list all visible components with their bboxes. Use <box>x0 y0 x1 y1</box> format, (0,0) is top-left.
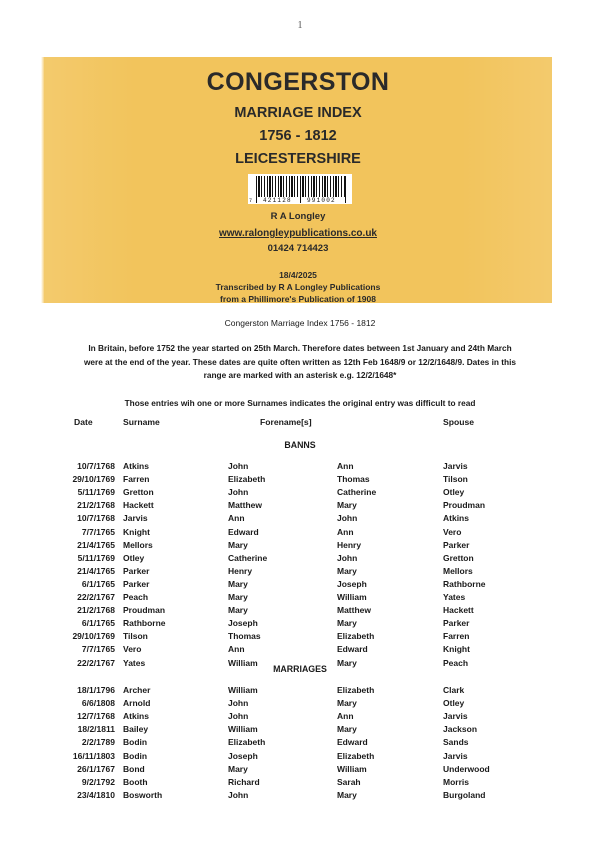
row-surname: Hackett <box>123 500 154 511</box>
row-spouse-surname: Parker <box>443 618 470 629</box>
row-partner-forename: William <box>337 763 367 774</box>
row-spouse-surname: Morris <box>443 776 469 787</box>
row-date: 21/4/1765 <box>77 565 115 576</box>
row-surname: Atkins <box>123 461 149 471</box>
row-date: 29/10/1769 <box>72 631 115 642</box>
publisher-name: R A Longley <box>270 211 326 222</box>
column-header-spouse: Spouse <box>443 417 475 427</box>
transcription-author: Transcribed by R A Longley Publications <box>215 282 381 292</box>
row-partner-forename: Edward <box>337 644 368 655</box>
row-date: 5/11/1769 <box>77 552 115 563</box>
row-partner-forename: Mary <box>337 500 357 511</box>
row-date: 7/7/1765 <box>81 526 115 537</box>
table-row <box>0 487 600 500</box>
row-spouse-surname: Sands <box>443 737 469 748</box>
row-partner-forename: John <box>337 552 358 563</box>
row-surname: Parker <box>123 565 150 576</box>
barcode-guard-middle <box>300 176 301 203</box>
row-partner-forename: William <box>337 592 367 602</box>
table-row <box>0 644 600 657</box>
row-surname: Parker <box>123 578 150 589</box>
row-date: 21/2/1768 <box>77 500 115 511</box>
publisher-website-link[interactable]: www.ralongleypublications.co.uk <box>219 228 377 239</box>
row-forename: John <box>228 461 249 471</box>
row-surname: Rathborne <box>123 618 166 629</box>
row-surname: Archer <box>123 685 151 695</box>
row-spouse-surname: Burgoland <box>443 789 486 800</box>
row-forename: Joseph <box>228 750 258 761</box>
table-row <box>0 724 600 737</box>
table-row <box>0 698 600 711</box>
row-partner-forename: Catherine <box>337 487 377 498</box>
row-spouse-surname: Jarvis <box>443 711 468 722</box>
transcription-source: from a Phillimore's Publication of 1908 <box>219 294 376 304</box>
row-date: 6/1/1765 <box>81 578 115 589</box>
row-surname: Bodin <box>123 737 148 748</box>
row-spouse-surname: Underwood <box>443 763 490 774</box>
row-spouse-surname: Jarvis <box>443 461 468 471</box>
row-surname: Farren <box>123 474 150 485</box>
table-row <box>0 764 600 777</box>
table-row <box>0 592 600 605</box>
row-spouse-surname: Vero <box>443 526 462 537</box>
row-spouse-surname: Farren <box>443 631 470 642</box>
table-row <box>0 711 600 724</box>
row-partner-forename: Sarah <box>337 776 361 787</box>
row-forename: Joseph <box>228 618 258 629</box>
row-forename: Edward <box>228 526 259 537</box>
row-forename: Mary <box>228 605 248 616</box>
row-spouse-surname: Atkins <box>443 513 469 524</box>
row-surname: Mellors <box>123 539 153 550</box>
barcode <box>248 174 352 204</box>
table-row <box>0 513 600 526</box>
row-date: 18/1/1796 <box>77 685 115 695</box>
barcode-lead-digit: 7 <box>249 198 253 204</box>
barcode-guard-right <box>345 176 346 203</box>
row-forename: Mary <box>228 763 248 774</box>
row-partner-forename: Mary <box>337 618 357 629</box>
row-date: 6/1/1765 <box>81 618 115 629</box>
row-partner-forename: Mary <box>337 724 357 735</box>
row-forename: Thomas <box>228 631 261 642</box>
row-forename: Ann <box>228 513 245 524</box>
table-row <box>0 790 600 803</box>
table-row <box>0 474 600 487</box>
row-surname: Booth <box>123 776 148 787</box>
row-forename: John <box>228 698 249 709</box>
table-row <box>0 618 600 631</box>
table-row <box>0 540 600 553</box>
row-partner-forename: Edward <box>337 737 368 748</box>
table-row <box>0 527 600 540</box>
cover-banner <box>44 57 552 303</box>
row-forename: Henry <box>228 565 253 576</box>
table-row <box>0 777 600 790</box>
row-forename: Catherine <box>228 552 268 563</box>
row-date: 12/7/1768 <box>77 711 115 722</box>
barcode-guard-left <box>256 176 257 203</box>
row-partner-forename: Henry <box>337 539 362 550</box>
row-partner-forename: Elizabeth <box>337 631 375 642</box>
row-partner-forename: Ann <box>337 711 354 722</box>
row-surname: Yates <box>123 657 146 668</box>
row-spouse-surname: Hackett <box>443 605 474 616</box>
row-surname: Arnold <box>123 698 151 709</box>
row-partner-forename: Mary <box>337 698 357 709</box>
row-forename: Matthew <box>228 500 262 511</box>
row-date: 18/2/1811 <box>77 724 115 735</box>
row-surname: Knight <box>123 526 150 537</box>
row-surname: Bailey <box>123 724 149 735</box>
table-row <box>0 579 600 592</box>
row-surname: Proudman <box>123 605 166 616</box>
row-forename: William <box>228 724 258 735</box>
cover-subtitle-years: 1756 - 1812 <box>259 128 337 144</box>
row-forename: Elizabeth <box>228 474 266 485</box>
row-spouse-surname: Gretton <box>443 552 474 563</box>
row-forename: John <box>228 711 249 722</box>
row-forename: Mary <box>228 539 248 550</box>
row-surname: Bosworth <box>123 789 163 800</box>
row-forename: Richard <box>228 776 260 787</box>
page-number: 1 <box>297 20 303 31</box>
row-surname: Bodin <box>123 750 148 761</box>
table-row <box>0 685 600 698</box>
column-header-forenames: Forename[s] <box>260 417 312 427</box>
row-partner-forename: Elizabeth <box>337 750 375 761</box>
section-header-marriages: MARRIAGES <box>273 664 327 674</box>
row-date: 21/4/1765 <box>77 539 115 550</box>
row-spouse-surname: Otley <box>443 698 465 709</box>
row-spouse-surname: Tilson <box>443 474 468 485</box>
row-partner-forename: Mary <box>337 657 357 668</box>
row-partner-forename: Mary <box>337 789 357 800</box>
row-partner-forename: Mary <box>337 565 357 576</box>
cover-subtitle-county: LEICESTERSHIRE <box>235 151 361 167</box>
column-header-date: Date <box>74 417 93 427</box>
cover-subtitle-index: MARRIAGE INDEX <box>234 105 362 121</box>
barcode-group-right: 991002 <box>307 197 336 204</box>
row-surname: Bond <box>123 763 145 774</box>
surname-legibility-note: Those entries wih one or more Surnames indicates the original entry was difficult to read <box>124 398 476 408</box>
table-row <box>0 461 600 474</box>
row-partner-forename: Ann <box>337 526 354 537</box>
column-header-surname: Surname <box>123 417 160 427</box>
row-spouse-surname: Otley <box>443 487 465 498</box>
row-date: 22/2/1767 <box>77 657 115 668</box>
row-partner-forename: John <box>337 513 358 524</box>
row-date: 10/7/1768 <box>77 513 115 524</box>
row-spouse-surname: Proudman <box>443 500 486 511</box>
row-forename: Mary <box>228 592 248 602</box>
row-date: 29/10/1769 <box>72 474 115 485</box>
row-surname: Jarvis <box>123 513 148 524</box>
row-date: 5/11/1769 <box>77 487 115 498</box>
row-forename: William <box>228 657 258 668</box>
row-surname: Atkins <box>123 711 149 722</box>
table-row <box>0 658 600 671</box>
row-spouse-surname: Mellors <box>443 565 473 576</box>
row-spouse-surname: Jackson <box>443 724 478 735</box>
row-date: 10/7/1768 <box>77 461 115 471</box>
table-row <box>0 566 600 579</box>
row-date: 22/2/1767 <box>77 592 115 602</box>
barcode-group-left: 421128 <box>263 197 292 204</box>
row-date: 23/4/1810 <box>77 789 115 800</box>
cover-title: CONGERSTON <box>206 68 390 96</box>
row-date: 16/11/1803 <box>72 750 115 761</box>
row-forename: William <box>228 685 258 695</box>
row-forename: Ann <box>228 644 245 655</box>
row-partner-forename: Ann <box>337 461 354 471</box>
section-header-banns: BANNS <box>284 440 316 450</box>
publisher-phone: 01424 714423 <box>267 243 329 254</box>
row-surname: Vero <box>123 644 142 655</box>
table-row <box>0 751 600 764</box>
row-date: 6/6/1808 <box>81 698 115 709</box>
table-row <box>0 605 600 618</box>
transcription-date: 18/4/2025 <box>279 270 317 280</box>
row-date: 26/1/1767 <box>77 763 115 774</box>
row-date: 21/2/1768 <box>77 605 115 616</box>
row-date: 7/7/1765 <box>81 644 115 655</box>
date-convention-note: In Britain, before 1752 the year started on 25th March. Therefore dates between 1st January and 24th March were at the end of the year. These dates are quite often written as 12th Feb 1648/9 or 12/2/1648/9. Dates in this range are marked with an asterisk e.g. 12/2/1648* <box>83 343 517 380</box>
index-caption: Congerston Marriage Index 1756 - 1812 <box>224 318 376 328</box>
row-partner-forename: Elizabeth <box>337 685 375 695</box>
row-forename: Mary <box>228 578 248 589</box>
row-spouse-surname: Rathborne <box>443 578 486 589</box>
row-spouse-surname: Knight <box>443 644 470 655</box>
row-spouse-surname: Parker <box>443 539 470 550</box>
table-row <box>0 500 600 513</box>
row-forename: John <box>228 789 249 800</box>
row-surname: Gretton <box>123 487 154 498</box>
row-surname: Otley <box>123 552 145 563</box>
row-forename: Elizabeth <box>228 737 266 748</box>
row-spouse-surname: Clark <box>443 685 465 695</box>
row-spouse-surname: Yates <box>443 592 466 602</box>
row-forename: John <box>228 487 249 498</box>
barcode-bars <box>256 176 346 197</box>
row-partner-forename: Thomas <box>337 474 370 485</box>
row-partner-forename: Joseph <box>337 578 367 589</box>
table-row <box>0 737 600 750</box>
row-spouse-surname: Peach <box>443 657 469 668</box>
row-spouse-surname: Jarvis <box>443 750 468 761</box>
row-surname: Tilson <box>123 631 148 642</box>
row-partner-forename: Matthew <box>337 605 371 616</box>
table-row <box>0 553 600 566</box>
row-date: 9/2/1792 <box>81 776 115 787</box>
row-date: 2/2/1789 <box>81 737 115 748</box>
table-row <box>0 631 600 644</box>
row-surname: Peach <box>123 592 149 602</box>
